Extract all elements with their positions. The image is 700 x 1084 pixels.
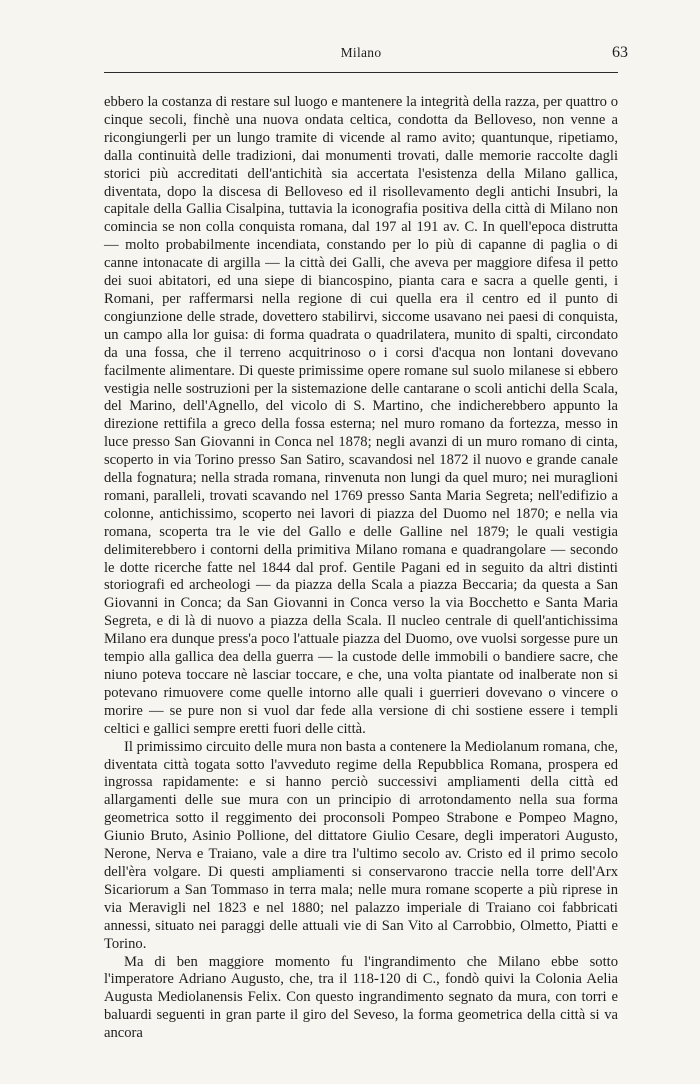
- page-number: 63: [612, 44, 628, 61]
- body-text: [104, 94, 618, 1043]
- page-header: [104, 40, 628, 66]
- running-title: Milano: [340, 45, 382, 60]
- header-rule: [104, 72, 618, 73]
- paragraph: Ma di ben maggiore momento fu l'ingrandimento che Milano ebbe sotto l'imperatore Adriano Augusto, che, tra il 118-120 di C., fondò quivi la Colonia Aelia Augusta Mediolanensis Felix. Con questo ingrandimento segnato da mura, con torri e baluardi seguenti in gran parte il giro del Seveso, la forma geometrica della città si va ancora: [104, 953, 618, 1042]
- paragraph: ebbero la costanza di restare sul luogo e mantenere la integrità della razza, per quattro o cinque secoli, finchè una nuova ondata celtica, condotta da Belloveso, non venne a ricongiungerli per un lungo tramite di vicende al ramo avito; quantunque, ripetiamo, dalla continuità delle tradizioni, dai monumenti trovati, dalle memorie raccolte dagli storici più accreditati dell'antichità sia accertata l'esistenza della Milano gallica, diventata, dopo la discesa di Belloveso ed il risollevamento degli antichi Insubri, la capitale della Gallia Cisalpina, tuttavia la iconografia positiva della città di Milano non comincia se non colla conquista romana, dal 197 al 191 av. C. In quell'epoca distrutta — molto probabilmente incendiata, constando per lo più di capanne di paglia o di canne intonacate di argilla — la città dei Galli, che aveva per maggiore difesa il petto dei suoi abitatori, ed una siepe di biancospino, pianta cara e sacra a quelle genti, i Romani, per raffermarsi nella regione di cui quella era il centro ed il punto di congiunzione delle strade, dovettero stabilirvi, siccome usavano nei paesi di conquista, un campo alla lor guisa: di forma quadrata o quadrilatera, munito di spalti, circondato da una fossa, che il terreno acquitrinoso o i corsi d'acqua non lontani dovevano facilmente alimentare. Di queste primissime opere romane sul suolo milanese si ebbero vestigia nelle sostruzioni per la sistemazione delle cantarane o scoli antichi della Scala, del Marino, dell'Agnello, del vicolo di S. Martino, che indicherebbero appunto la direzione rettifila a greco della fossa esterna; nel muro romano da fortezza, messo in luce presso San Giovanni in Conca nel 1878; negli avanzi di un muro romano di cinta, scoperto in via Torino presso San Satiro, scavandosi nel 1872 il nuovo e grande canale della fognatura; nella strada romana, rinvenuta non lungi da quel muro; nei muraglioni romani, paralleli, trovati scavando nel 1769 presso Santa Maria Segreta; nell'edifizio a colonne, antichissimo, scoperto nei lavori di piazza del Duomo nel 1870; e nella via romana, scoperta tra le vie del Gallo e delle Galline nel 1879; le quali vestigia delimiterebbero i contorni della primitiva Milano romana e quadrangolare — secondo le dotte ricerche fatte nel 1844 dal prof. Gentile Pagani ed in seguito da altri distinti storiografi ed archeologi — da piazza della Scala a piazza Beccaria; da questa a San Giovanni in Conca; da San Giovanni in Conca verso la via Bocchetto e Santa Maria Segreta, e di là di nuovo a piazza della Scala. Il nucleo centrale di quell'antichissima Milano era dunque press'a poco l'attuale piazza del Duomo, ove vuolsi sorgesse pure un tempio alla gallica dea della guerra — la custode delle immobili o bandiere sacre, che niuno poteva toccare nè lasciar toccare, e che, una volta piantate od inalberate non si potevano rimuovere come quelle intorno alle quali i guerrieri dovevano o vincere o morire — se pure non si vuol dar fede alla versione di chi sostiene essere i templi celtici e gallici sempre eretti fuori delle città.: [104, 94, 618, 737]
- paragraph: Il primissimo circuito delle mura non basta a contenere la Mediolanum romana, che, diventata città togata sotto l'avveduto regime della Repubblica Romana, prospera ed ingrossa rapidamente: e si hanno perciò successivi ampliamenti della città ed allargamenti delle sue mura con un principio di arrotondamento nella sua forma geometrica sotto il reggimento dei proconsoli Pompeo Strabone e Pompeo Magno, Giunio Bruto, Asinio Pollione, del dittatore Giulio Cesare, degli imperatori Augusto, Nerone, Nerva e Traiano, vale a dire tra l'ultimo secolo av. Cristo ed il primo secolo dell'èra volgare. Di questi ampliamenti si conservarono traccie nella torre dell'Arx Sicariorum a San Tommaso in terra mala; nelle mura romane scoperte a più riprese in via Meravigli nel 1823 e nel 1880; nel palazzo imperiale di Traiano coi fabbricati annessi, situato nei paraggi delle attuali vie di San Vito al Carrobbio, Olmetto, Piatti e Torino.: [104, 738, 618, 952]
